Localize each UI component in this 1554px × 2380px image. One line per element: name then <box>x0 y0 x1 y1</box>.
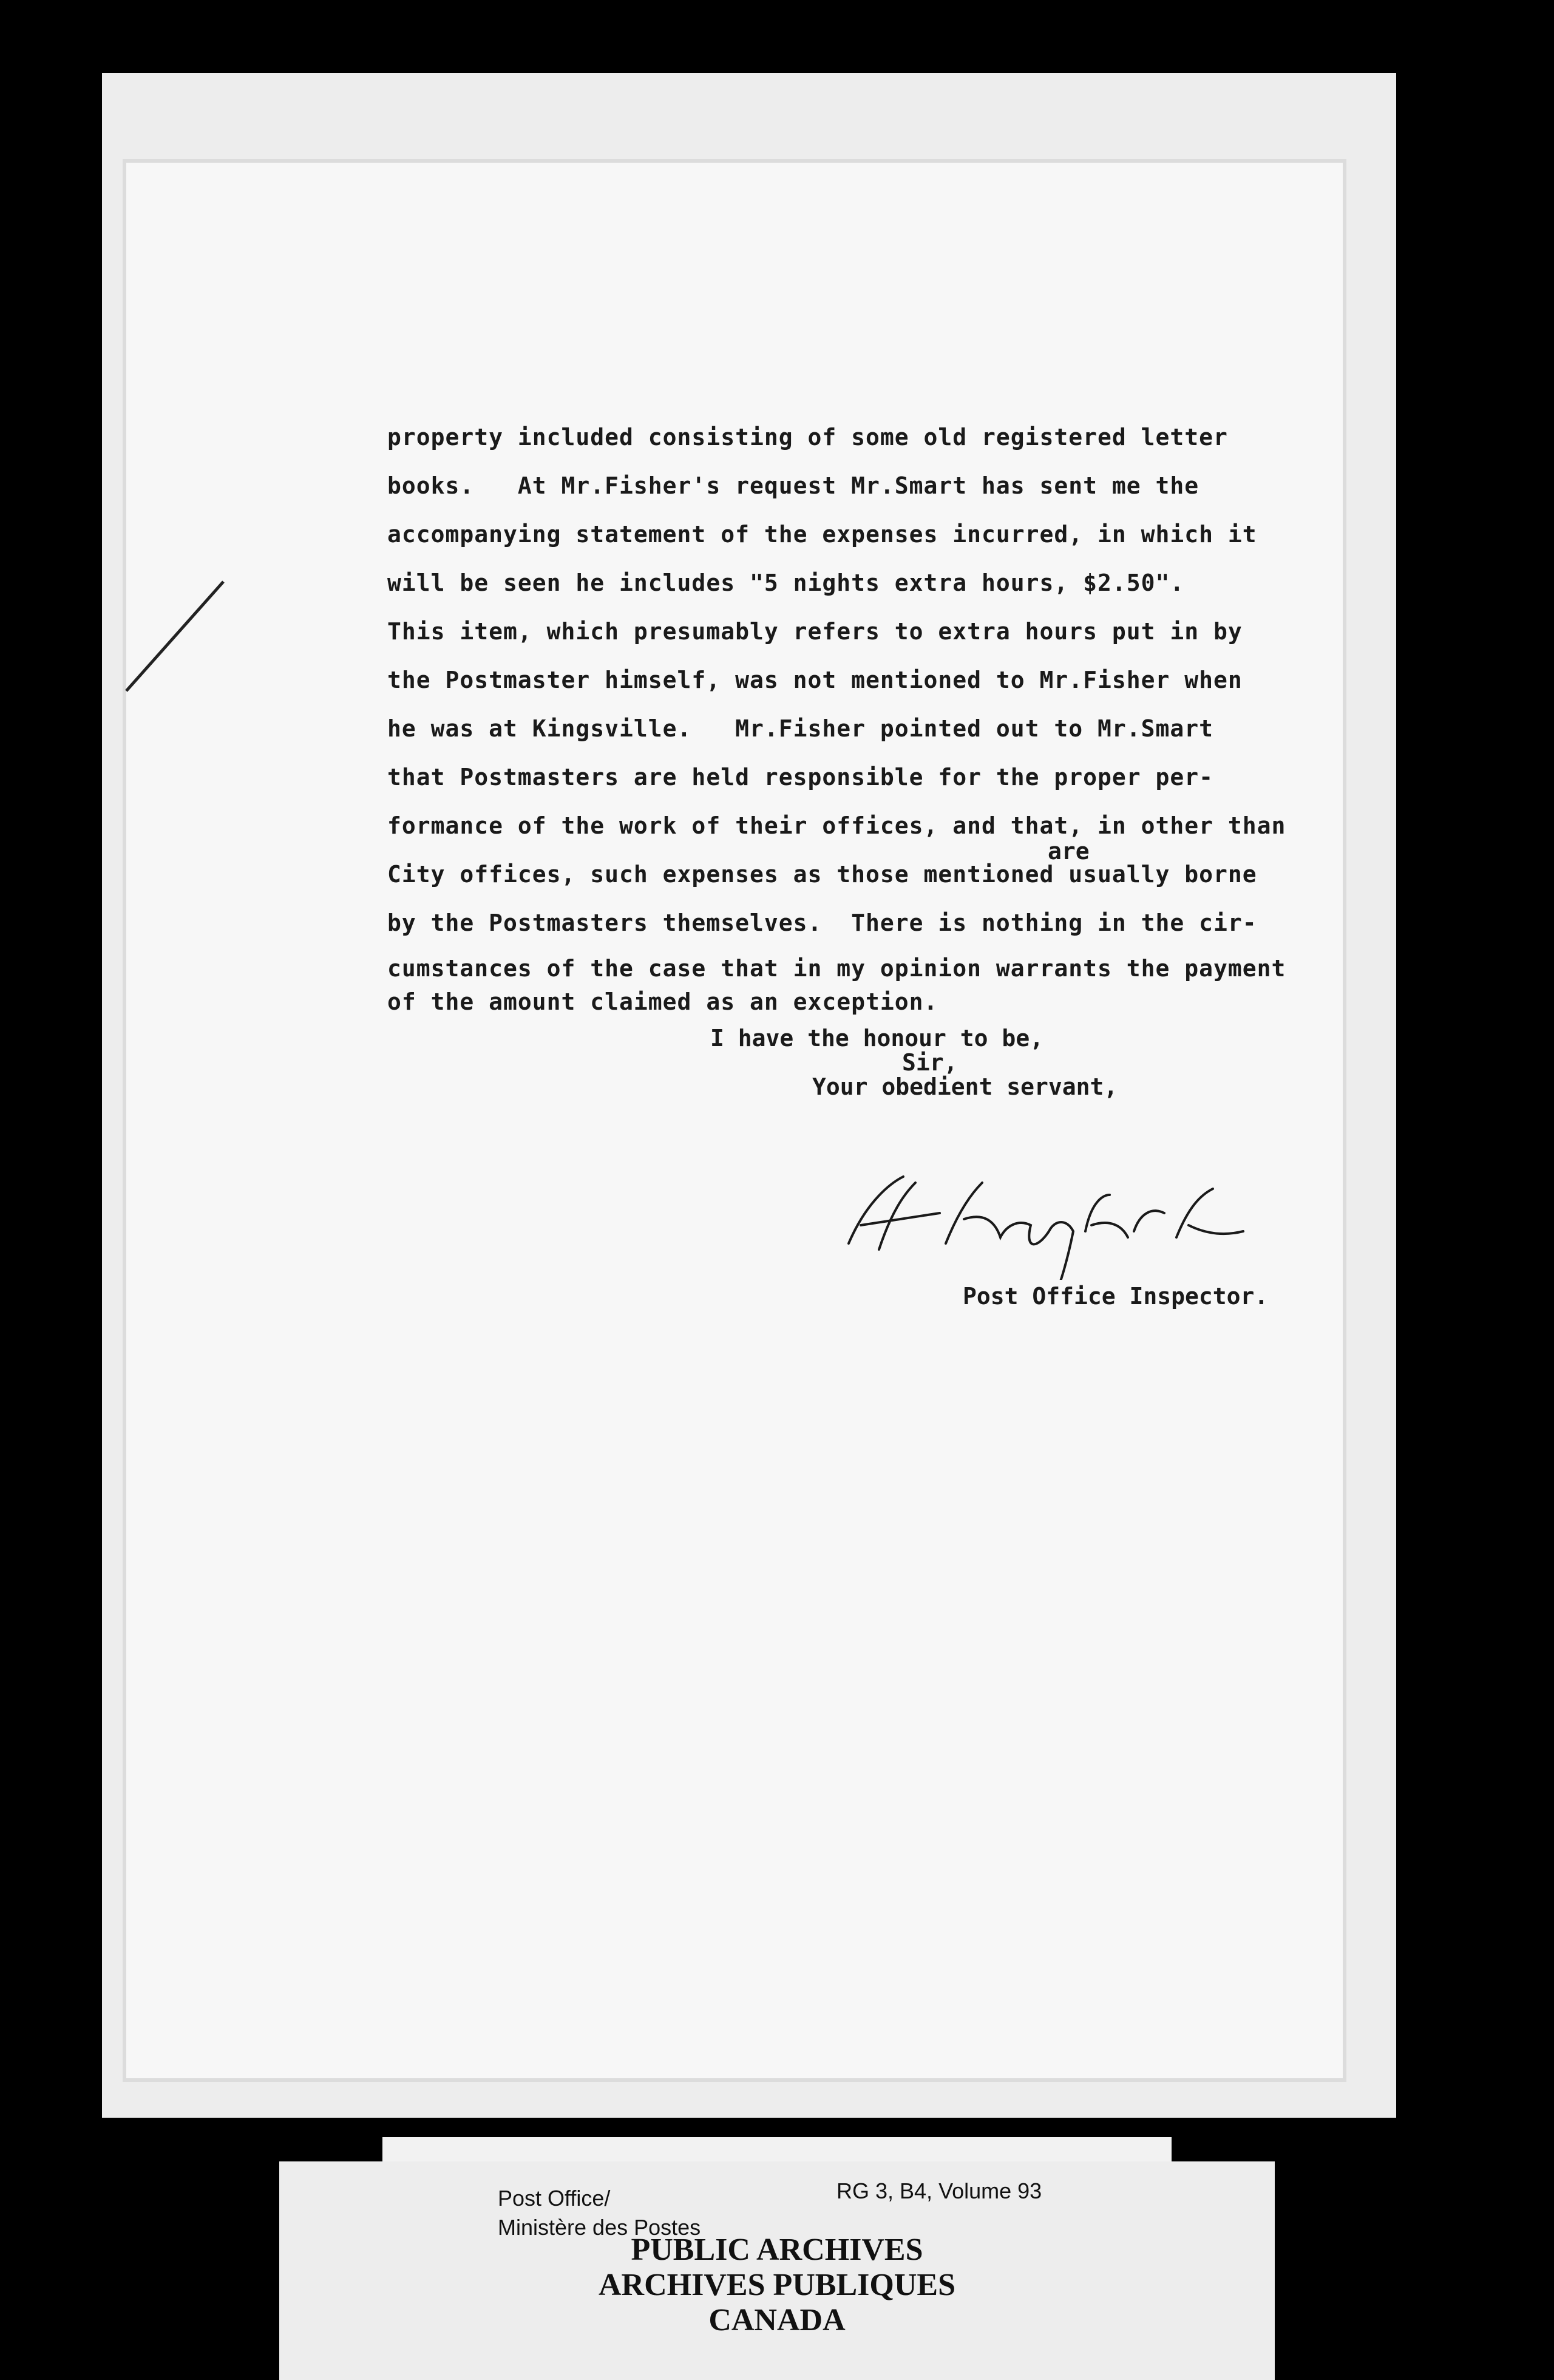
letter-line: he was at Kingsville. Mr.Fisher pointed out to Mr.Smart <box>387 715 1214 742</box>
letter-line: cumstances of the case that in my opinion warrants the payment <box>387 955 1286 982</box>
letter-line: by the Postmasters themselves. There is nothing in the cir- <box>387 909 1257 936</box>
closing-salutation: Sir, <box>902 1049 958 1076</box>
department-name: Post Office/ <box>498 2186 611 2211</box>
signature <box>824 1158 1286 1280</box>
letter-line: books. At Mr.Fisher's request Mr.Smart has sent me the <box>387 472 1199 499</box>
letter-line: will be seen he includes "5 nights extra hours, $2.50". <box>387 570 1185 596</box>
letter-line: formance of the work of their offices, and that, in other than <box>387 812 1286 839</box>
reference-number: RG 3, B4, Volume 93 <box>836 2178 1042 2203</box>
signatory-title: Post Office Inspector. <box>963 1283 1269 1310</box>
letter-body <box>126 163 1343 2078</box>
archives-stamp-line: CANADA <box>708 2303 846 2338</box>
letter-page <box>126 163 1343 2078</box>
archives-stamp-line: ARCHIVES PUBLIQUES <box>598 2268 956 2302</box>
archives-stamp-line: PUBLIC ARCHIVES <box>631 2232 923 2267</box>
letter-line: City offices, such expenses as those mentioned usually borne <box>387 861 1257 888</box>
department-name-fr: Ministère des Postes <box>498 2215 701 2240</box>
handwritten-insertion: are <box>1048 838 1090 865</box>
letter-line: the Postmaster himself, was not mentioned to Mr.Fisher when <box>387 667 1243 693</box>
letter-line: property included consisting of some old registered letter <box>387 424 1228 450</box>
letter-line: accompanying statement of the expenses incurred, in which it <box>387 521 1257 548</box>
letter-line: of the amount claimed as an exception. <box>387 988 938 1015</box>
letter-line: that Postmasters are held responsible for the proper per- <box>387 764 1214 790</box>
letter-line: This item, which presumably refers to extra hours put in by <box>387 618 1243 645</box>
closing-line: I have the honour to be, <box>710 1025 1044 1052</box>
closing-line: Your obedient servant, <box>812 1073 1118 1100</box>
